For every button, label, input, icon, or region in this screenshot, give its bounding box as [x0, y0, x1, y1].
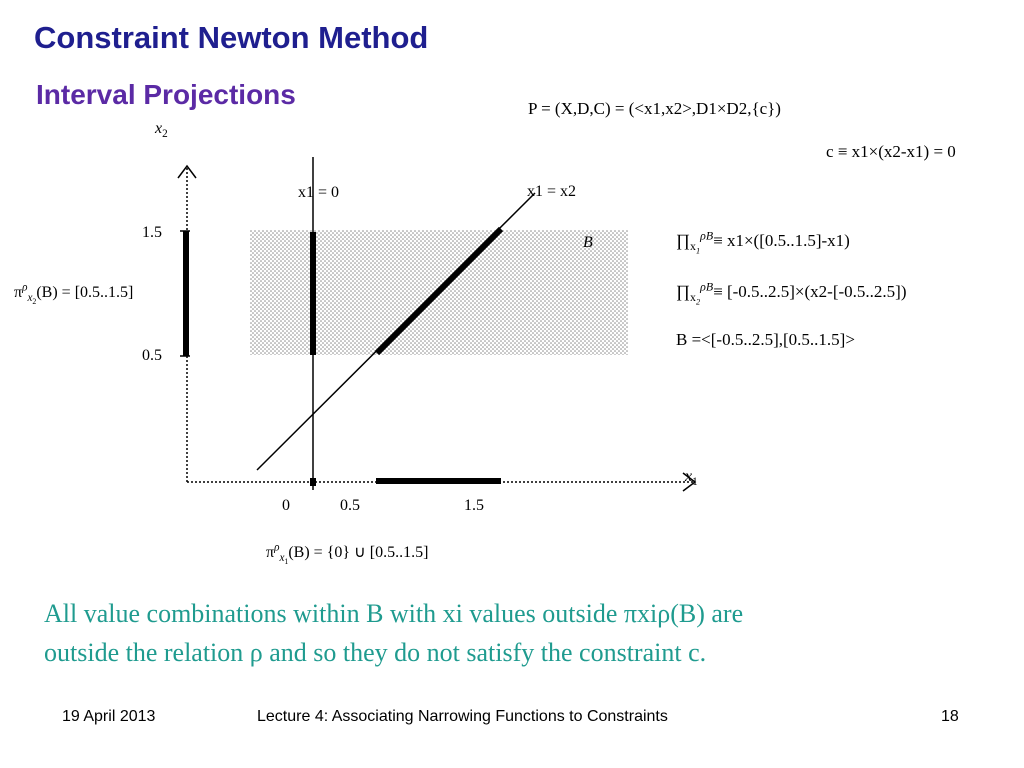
- footer-lecture: Lecture 4: Associating Narrowing Functions to Constraints: [257, 708, 668, 725]
- tick-label-x-15: 1.5: [464, 497, 484, 514]
- tick-label-y-low: 0.5: [142, 347, 162, 364]
- slide-subtitle: Interval Projections: [36, 79, 296, 110]
- label-diagonal: x1 = x2: [527, 183, 577, 200]
- formula-problem: P = (X,D,C) = (<x1,x2>,D1×D2,{c}): [528, 99, 781, 118]
- formula-projection-x1: $\prod_{x_1}^{\rho B}\equiv x1\times([0.5..1.5]-x1)$: [676, 228, 850, 256]
- tick-label-x-05: 0.5: [340, 497, 360, 514]
- formula-box: B =<[-0.5..2.5],[0.5..1.5]>: [676, 330, 855, 349]
- projection-x2-annotation: $\pi^\rho_{x_2}(B) = [0.5..1.5]$: [14, 281, 134, 307]
- tick-label-y-high: 1.5: [142, 224, 162, 241]
- formula-constraint: c ≡ x1×(x2-x1) = 0: [826, 142, 956, 161]
- footer-date: 19 April 2013: [62, 708, 156, 725]
- label-box-b: B: [583, 234, 593, 251]
- slide-caption: [44, 594, 984, 672]
- x-axis-label: $x_1$: [685, 468, 698, 489]
- slide-title: Constraint Newton Method: [34, 20, 429, 55]
- caption-line-1: All value combinations within B with xi values outside πxiρ(B) are: [44, 599, 744, 628]
- tick-label-x-0: 0: [282, 497, 290, 514]
- footer-page-number: 18: [941, 708, 959, 725]
- formula-projection-x2: $\prod_{x_2}^{\rho B}\equiv [-0.5..2.5]\times(x2-[-0.5..2.5])$: [676, 279, 907, 307]
- projection-x1-point: [310, 478, 316, 486]
- y-axis-label: $x_2$: [155, 120, 168, 141]
- projection-x1-annotation: $\pi^\rho_{x_1}(B) = \{0\}$ ∪ [0.5..1.5]: [266, 541, 429, 567]
- caption-line-2: outside the relation ρ and so they do not satisfy the constraint c.: [44, 638, 707, 667]
- label-x1-zero: x1 = 0: [298, 184, 340, 201]
